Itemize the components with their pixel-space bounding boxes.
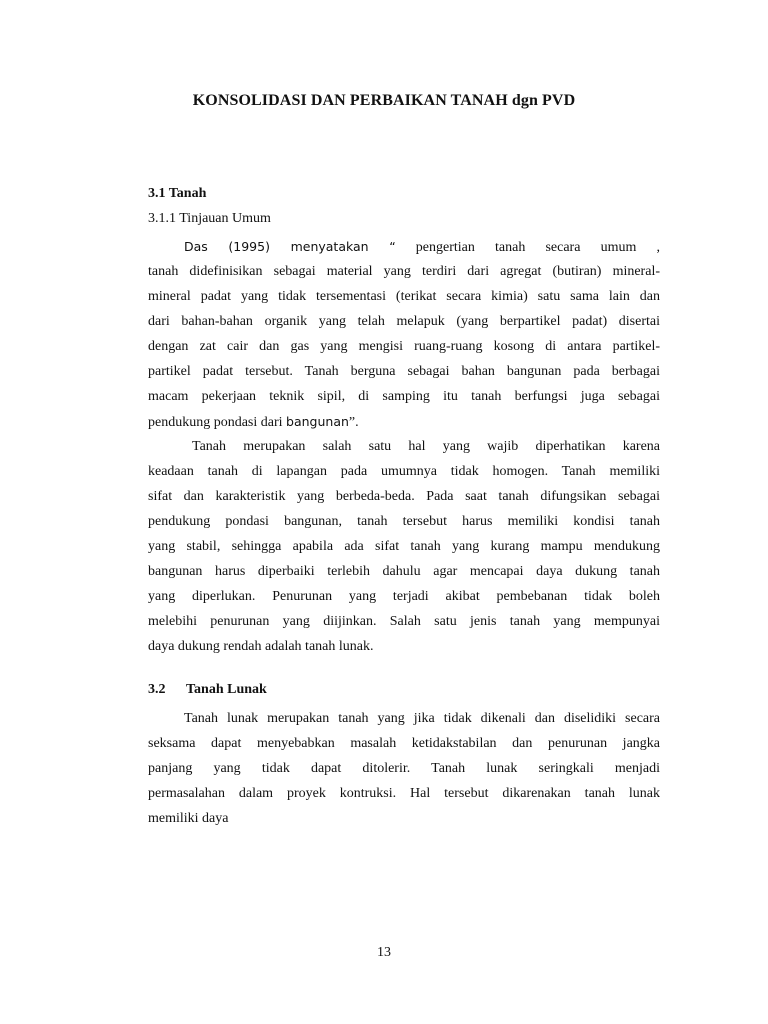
paragraph-line: sifat dan karakteristik yang berbeda-beda. Pada saat tanah difungsikan sebagai [148, 489, 660, 504]
subsection-heading-3-1-1: 3.1.1 Tinjauan Umum [148, 211, 271, 226]
last-line-serif: pendukung pondasi dari [148, 415, 287, 430]
paragraph-line: permasalahan dalam proyek kontruksi. Hal tersebut dikarenakan tanah lunak [148, 786, 660, 801]
paragraph-line: yang diperlukan. Penurunan yang terjadi akibat pembebanan tidak boleh [148, 589, 660, 604]
paragraph-line: keadaan tanah di lapangan pada umumnya tidak homogen. Tanah memiliki [148, 464, 660, 479]
section-heading-3-1: 3.1 Tanah [148, 186, 207, 201]
paragraph-line [148, 234, 660, 259]
paragraph-line: dengan zat cair dan gas yang mengisi ruang-ruang kosong di antara partikel- [148, 339, 660, 354]
paragraph-definition [148, 234, 660, 434]
paragraph-line: tanah didefinisikan sebagai material yang terdiri dari agregat (butiran) mineral- [148, 264, 660, 279]
paragraph-line: yang stabil, sehingga apabila ada sifat tanah yang kurang mampu mendukung [148, 539, 660, 554]
page-number: 13 [377, 945, 391, 960]
quote-start-text: pengertian tanah secara umum , [395, 240, 660, 255]
section-number: 3.2 [148, 682, 166, 697]
page-title: KONSOLIDASI DAN PERBAIKAN TANAH dgn PVD [192, 92, 576, 109]
quote-author-text: Das (1995) menyatakan “ [184, 239, 396, 254]
paragraph-line: macam pekerjaan teknik sipil, di samping itu tanah berfungsi juga sebagai [148, 389, 660, 404]
paragraph-line [148, 409, 660, 434]
paragraph-line: mineral padat yang tidak tersementasi (terikat secara kimia) satu sama lain dan [148, 289, 660, 304]
paragraph-line: memiliki daya [148, 811, 229, 826]
paragraph-line: dari bahan-bahan organik yang telah melapuk (yang berpartikel padat) disertai [148, 314, 660, 329]
paragraph-line: bangunan harus diperbaiki terlebih dahulu agar mencapai daya dukung tanah [148, 564, 660, 579]
section-heading-3-2 [148, 682, 267, 698]
paragraph-line: pendukung pondasi bangunan, tanah tersebut harus memiliki kondisi tanah [148, 514, 660, 529]
paragraph-soil-condition [148, 434, 660, 659]
paragraph-line: daya dukung rendah adalah tanah lunak. [148, 639, 374, 654]
paragraph-soft-soil [148, 706, 660, 831]
last-line-sans: bangunan [286, 414, 349, 429]
paragraph-line: Tanah lunak merupakan tanah yang jika tidak dikenali dan diselidiki secara [184, 711, 660, 726]
paragraph-line: melebihi penurunan yang diijinkan. Salah satu jenis tanah yang mempunyai [148, 614, 660, 629]
section-title: Tanah Lunak [186, 682, 267, 697]
paragraph-line: panjang yang tidak dapat ditolerir. Tanah lunak seringkali menjadi [148, 761, 660, 776]
paragraph-line: partikel padat tersebut. Tanah berguna sebagai bahan bangunan pada berbagai [148, 364, 660, 379]
quote-end: ”. [348, 415, 359, 430]
paragraph-line: Tanah merupakan salah satu hal yang wajib diperhatikan karena [192, 439, 660, 454]
paragraph-line: seksama dapat menyebabkan masalah ketidakstabilan dan penurunan jangka [148, 736, 660, 751]
